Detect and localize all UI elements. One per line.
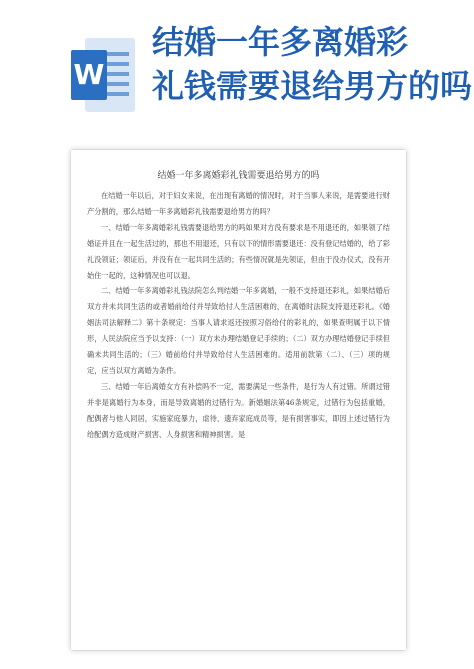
word-document-icon [71,38,135,112]
paragraph-section-2: 二、结婚一年多离婚彩礼钱法院怎么判结婚一年多离婚，一般不支持退还彩礼，如果结婚后双方并未共同生活的或者婚前给付并导致给付人生活困难的，在离婚时法院支持退还彩礼。《婚姻法司法解释二》第十条规定：当事人请求返还按照习俗给付的彩礼的，如果查明属于以下情形，人民法院应当予以支持：（一）双方未办理结婚登记手续的；（二）双方办理结婚登记手续但确未共同生活的；（三）婚前给付并导致给付人生活困难的。适用前款第（二）、（三）项的规定，应当以双方离婚为条件。 [87,286,390,375]
paragraph-intro: 在结婚一年以后，对于妇女来说，在出现有离婚的情况时，对于当事人来说，是需要进行财产分割的，那么结婚一年多离婚彩礼钱需要退给男方的吗？ [87,191,390,216]
paragraph-section-3: 三、结婚一年后离婚女方有补偿吗不一定，需要满足一些条件，是行为人有过错。所谓过错并非是离婚行为本身，而是导致离婚的过错行为。新婚姻法第46条规定，过错行为包括重婚，配偶者与他人同居，实施家庭暴力，虐待、遗弃家庭成员等，是有损害事实，即因上述过错行为给配偶方造成财产损害、人身损害和精神损害。是 [87,381,390,439]
document-body [87,188,390,443]
header-banner [0,0,474,140]
document-title: 结婚一年多离婚彩礼钱需要退给男方的吗 [157,171,320,181]
title-line-2: 礼钱需要退给男方的吗 [152,67,473,105]
document-page [71,150,406,650]
page-title [152,20,473,108]
title-line-1: 结婚一年多离婚彩 [152,23,409,61]
svg-text:W: W [73,58,105,91]
paragraph-section-1: 一、结婚一年多离婚彩礼钱需要退给男方的吗如果对方没有要求是不用退还的，如果领了结婚证并且在一起生活过的，那也不用退还，只有以下的情形需要退还：没有登记结婚的，给了彩礼没领证；领证后，并没有在一起共同生活的；有些情况就是先领证，但由于没办仪式，没有开始住一起的，这种情况也可以退。 [87,222,390,280]
